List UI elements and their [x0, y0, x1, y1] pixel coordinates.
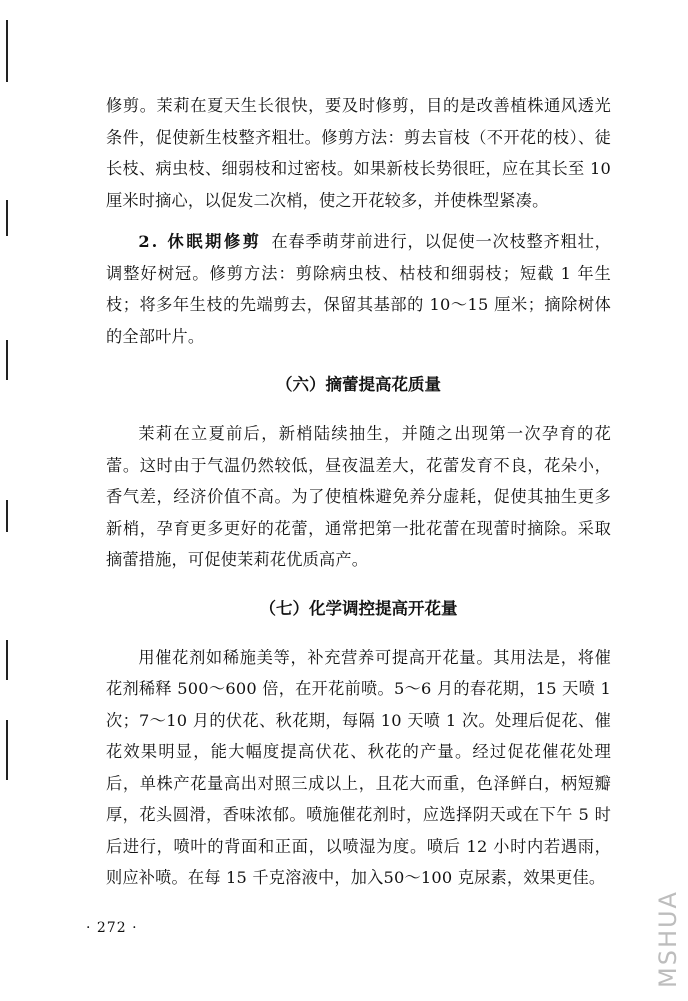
subheading-dormant-pruning: 2. 休眠期修剪: [138, 232, 262, 251]
paragraph-chemical-control: 用催花剂如稀施美等，补充营养可提高开花量。其用法是，将催花剂稀释 500～600 倍，在开花前喷。5～6 月的春花期，15 天喷 1 次；7～10 月的伏花、秋花期，每隔 10 天喷 1 次。处理后促花、催花效果明显，能大幅度提高伏花、秋花的产量。经过促花催花处理后，单株产花量高出对照三成以上，且花大而重，色泽鲜白，柄短瓣厚，花头圆滑，香味浓郁。喷施催花剂时，应选择阴天或在下午 5 时后进行，喷叶的背面和正面，以喷湿为度。喷后 12 小时内若遇雨，则应补喷。在每 15 千克溶液中，加入50～100 克尿素，效果更佳。: [106, 647, 611, 887]
paragraph-dormant-pruning-body: 在春季萌芽前进行，以促使一次枝整齐粗壮，调整好树冠。修剪方法：剪除病虫枝、枯枝和细弱枝；短截 1 年生枝；将多年生枝的先端剪去，保留其基部的 10～15 厘米；摘除树体的全部叶片。: [106, 232, 611, 346]
section-title-chemical-control: （七）化学调控提高开花量: [259, 598, 458, 618]
scan-edge-mark: [6, 340, 8, 380]
paragraph-dormant-pruning: [106, 226, 611, 352]
section-title-bud-removal: （六）摘蕾提高花质量: [276, 375, 441, 394]
watermark: MSHUA: [654, 890, 682, 988]
paragraph-bud-removal: 茉莉在立夏前后，新梢陆续抽生，并随之出现第一次孕育的花蕾。这时由于气温仍然较低，昼夜温差大，花蕾发育不良，花朵小，香气差，经济价值不高。为了使植株避免养分虚耗，促使其抽生更多新梢，孕育更多更好的花蕾，通常把第一批花蕾在现蕾时摘除。采取摘蕾措施，可促使茉莉花优质高产。: [106, 424, 611, 569]
page-number: · 272 ·: [86, 920, 138, 936]
page-content: [106, 90, 611, 894]
scan-edge-mark: [6, 20, 8, 82]
scan-edge-mark: [6, 500, 8, 532]
scan-edge-mark: [6, 640, 8, 680]
scan-edge-mark: [6, 720, 8, 780]
scan-edge-mark: [6, 200, 8, 236]
paragraph-pruning-summer: 修剪。茉莉在夏天生长很快，要及时修剪，目的是改善植株通风透光条件，促使新生枝整齐粗壮。修剪方法：剪去盲枝（不开花的枝）、徒长枝、病虫枝、细弱枝和过密枝。如果新枝长势很旺，应在其长至 10 厘米时摘心，以促发二次梢，使之开花较多，并使株型紧凑。: [106, 96, 611, 210]
